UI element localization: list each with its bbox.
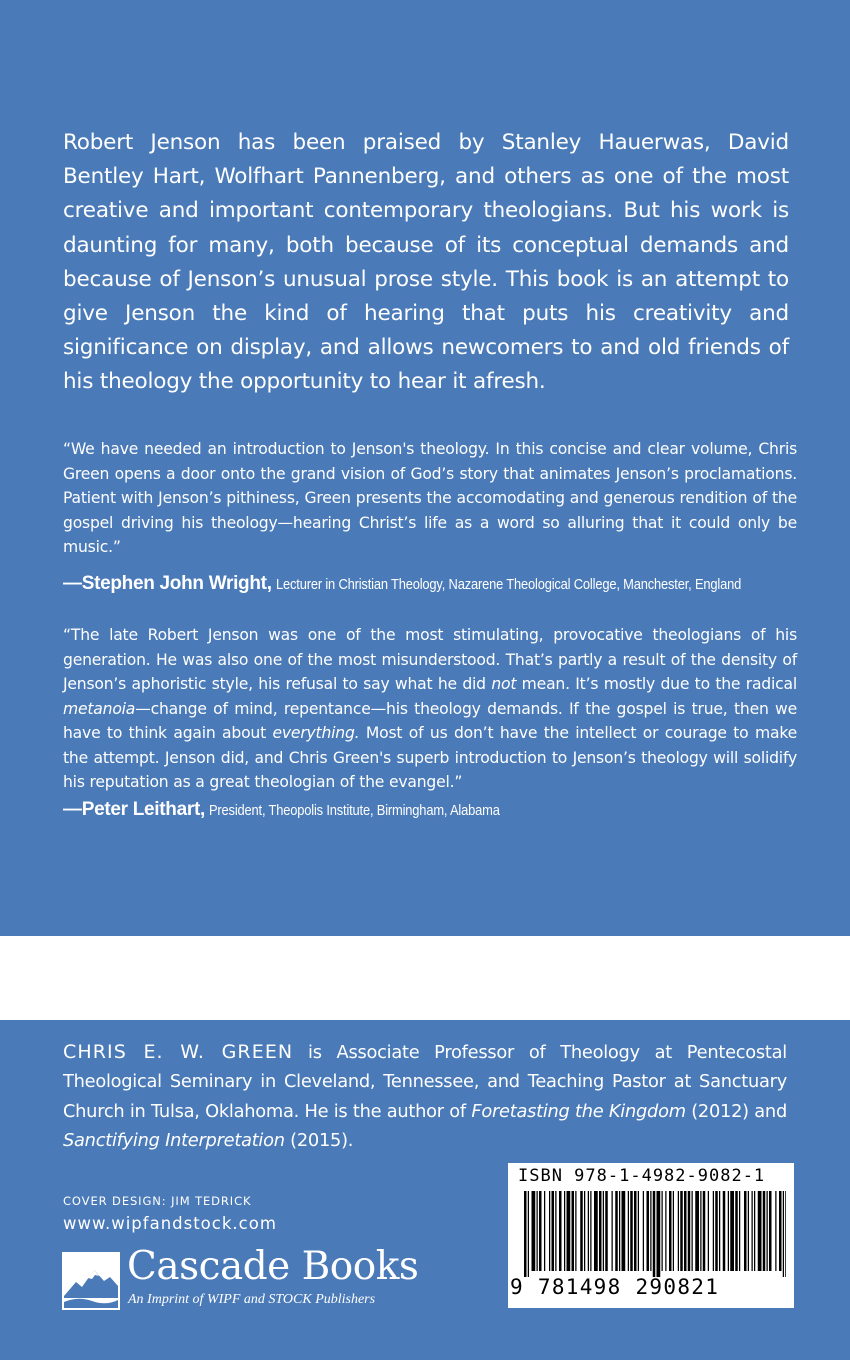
mountain-icon <box>62 1252 120 1310</box>
barcode-bar <box>539 1191 542 1271</box>
barcode-bar <box>688 1191 691 1271</box>
barcode-bar <box>638 1191 639 1271</box>
quote-2-text-d: Most of us don’t have the intellect or courage to make the attempt. Jenson did, and Chris Green's superb introduction to Jenson’s theology will solidify his reputation as a great theologian of the evangel.” <box>63 724 797 791</box>
author-bio <box>63 1038 787 1155</box>
isbn-barcode <box>508 1163 794 1308</box>
barcode-bar <box>622 1191 626 1271</box>
endorser-name-1: —Stephen John Wright, <box>63 573 272 594</box>
barcode-bar <box>763 1191 766 1271</box>
barcode-bar <box>723 1191 726 1271</box>
barcode-bar <box>647 1191 650 1271</box>
barcode-bar <box>524 1191 527 1277</box>
barcode-bar <box>634 1191 637 1271</box>
barcode-bar <box>619 1191 620 1271</box>
barcode-bar <box>528 1191 529 1277</box>
barcode-bar <box>590 1191 591 1271</box>
barcode-bar <box>669 1191 672 1271</box>
white-divider-band <box>0 936 850 1020</box>
barcode-bar <box>564 1191 565 1271</box>
barcode-bar <box>572 1191 575 1271</box>
barcode-bar <box>754 1191 755 1271</box>
barcode-bar <box>785 1191 786 1277</box>
barcode-bar <box>575 1191 576 1271</box>
publisher-logo <box>62 1244 432 1312</box>
cover-design-credit: COVER DESIGN: JIM TEDRICK <box>63 1194 252 1208</box>
barcode-bar <box>708 1191 709 1271</box>
quote-2-text-c: —change of mind, repentance—his theology demands. If the gospel is true, then we have to think again about <box>63 699 797 742</box>
endorser-title-2: President, Theopolis Institute, Birmingham, Alabama <box>209 802 501 819</box>
quote-2-text-b: mean. It’s mostly due to the radical <box>516 675 797 693</box>
barcode-bar <box>744 1191 747 1271</box>
quote-2-italic-everything: everything. <box>272 724 360 742</box>
barcode-bar <box>544 1191 545 1271</box>
barcode-bar <box>605 1191 608 1271</box>
barcode-bar <box>730 1191 734 1271</box>
barcode-bar <box>703 1191 706 1271</box>
barcode-bar <box>767 1191 768 1271</box>
endorsement-quote-2 <box>63 623 797 795</box>
barcode-bar <box>662 1191 663 1271</box>
barcode-bar <box>594 1191 598 1271</box>
endorsement-attribution-2 <box>63 799 547 821</box>
endorser-title-1: Lecturer in Christian Theology, Nazarene Theological College, Manchester, England <box>276 576 742 593</box>
barcode-bar <box>783 1191 784 1277</box>
barcode-bar <box>735 1191 738 1271</box>
barcode-bar <box>739 1191 740 1271</box>
bio-book-2: Sanctifying Interpretation <box>63 1129 285 1151</box>
barcode-bar <box>567 1191 571 1271</box>
endorsement-attribution-1 <box>63 573 817 595</box>
barcode-bar <box>728 1191 729 1271</box>
publisher-website: www.wipfandstock.com <box>63 1214 277 1233</box>
barcode-bar <box>584 1191 585 1271</box>
barcode-bar <box>684 1191 687 1271</box>
barcode-bar <box>549 1191 550 1271</box>
barcode-bar <box>752 1191 753 1271</box>
endorser-name-2: —Peter Leithart, <box>63 799 205 820</box>
barcode-bar <box>748 1191 749 1271</box>
barcode-bar <box>775 1191 776 1271</box>
barcode-bar <box>680 1191 683 1271</box>
barcode-bar <box>758 1191 762 1271</box>
barcode-bar <box>700 1191 701 1271</box>
bio-text-2: (2012) and <box>685 1100 787 1122</box>
barcode-bar <box>615 1191 618 1271</box>
barcode-bar <box>653 1191 656 1277</box>
barcode-bar <box>532 1191 536 1271</box>
book-description: Robert Jenson has been praised by Stanley Hauerwas, David Bentley Hart, Wolfhart Pannenberg, and others as one of the most creative and important contemporary theologians. But his work is daunting for many, both because of its conceptual demands and because of Jenson’s unusual prose style. This book is an attempt to give Jenson the kind of hearing that puts his creativity and significance on display, and allows newcomers to and old friends of his theology the opportunity to hear it afresh. <box>63 130 789 395</box>
barcode-bar <box>678 1191 679 1271</box>
bio-text-1: is Associate Professor of Theology at Pentecostal Theological Seminary in Cleveland, Tennessee, and Teaching Pastor at Sanctuary Church in Tulsa, Oklahoma. He is the author of <box>63 1042 787 1122</box>
barcode-bar <box>630 1191 633 1271</box>
isbn-label: ISBN 978-1-4982-9082-1 <box>518 1166 766 1186</box>
barcode-bar <box>650 1191 651 1271</box>
barcode-bar <box>599 1191 602 1271</box>
barcode-bar <box>603 1191 604 1271</box>
barcode-bar <box>555 1191 556 1271</box>
barcode-digits: 9 781498 290821 <box>510 1275 720 1299</box>
barcode-bar <box>665 1191 666 1271</box>
barcode-bar <box>537 1191 538 1271</box>
barcode-bar <box>779 1191 782 1271</box>
barcode-bar <box>719 1191 720 1271</box>
barcode-bar <box>695 1191 699 1271</box>
author-name: CHRIS E. W. GREEN <box>63 1041 294 1063</box>
barcode-bar <box>769 1191 772 1271</box>
bio-book-1: Foretasting the Kingdom <box>471 1100 686 1122</box>
barcode-bars <box>524 1191 786 1277</box>
quote-2-italic-not: not <box>491 675 517 693</box>
barcode-bar <box>580 1191 583 1271</box>
barcode-bar <box>713 1191 714 1271</box>
barcode-bar <box>657 1191 661 1277</box>
publisher-name: Cascade Books <box>127 1244 419 1289</box>
barcode-bar <box>559 1191 562 1271</box>
bio-text-3: (2015). <box>284 1129 354 1151</box>
barcode-bar <box>552 1191 555 1271</box>
endorsement-quote-1: “We have needed an introduction to Jenson's theology. In this concise and clear volume, Chris Green opens a door onto the grand vision of God’s story that animates Jenson’s proclamations. Patient with Jenson’s pithiness, Green presents the accomodating and generous rendition of the gospel driving his theology—hearing Christ’s life as a word so alluring that it could only be music.” <box>63 440 797 556</box>
publisher-imprint: An Imprint of WIPF and STOCK Publishers <box>128 1292 376 1307</box>
barcode-bar <box>715 1191 718 1271</box>
quote-2-italic-metanoia: metanoia <box>63 699 136 718</box>
barcode-bar <box>643 1191 644 1271</box>
barcode-bar <box>612 1191 613 1271</box>
barcode-bar <box>588 1191 589 1271</box>
quote-2-text-a: “The late Robert Jenson was one of the most stimulating, provocative theologians of his generation. He was also one of the most misunderstood. That’s partly a result of the density of Jenson’s aphoristic style, his refusal to say what he did <box>63 626 797 693</box>
barcode-bar <box>692 1191 693 1271</box>
barcode-bar <box>673 1191 674 1271</box>
barcode-bar <box>628 1191 629 1271</box>
